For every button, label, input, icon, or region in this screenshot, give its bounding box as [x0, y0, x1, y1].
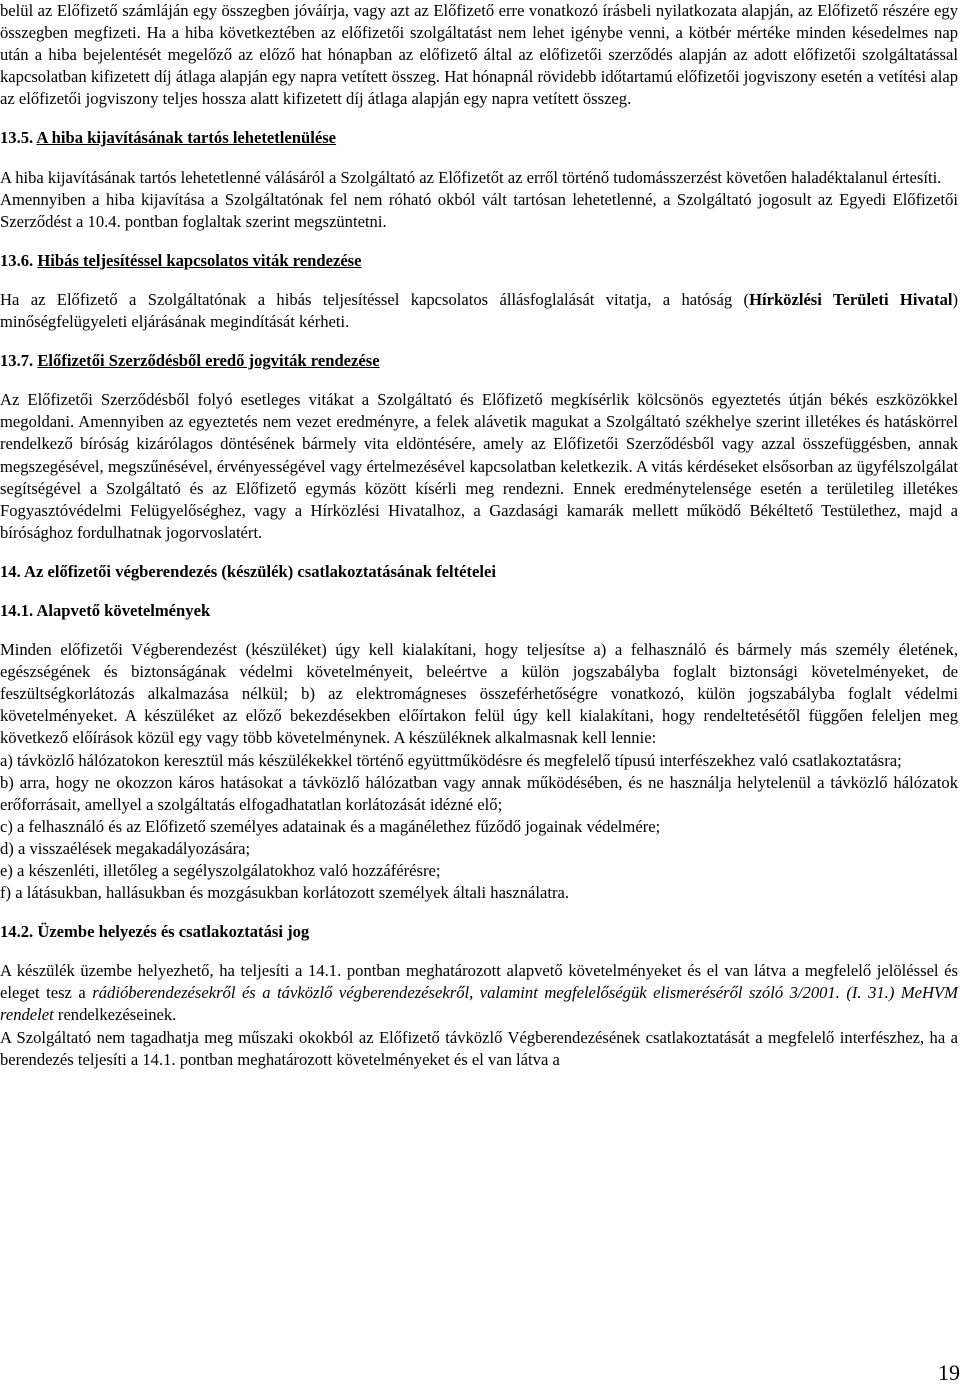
section-title: A hiba kijavításának tartós lehetetlenülése [36, 128, 337, 148]
requirement-item-b: b) arra, hogy ne okozzon káros hatásokat a távközlő hálózatban vagy annak működésében, és ne használja helytelenül a távközlő hálózatok erőforrásait, amellyel a szolgáltatás elfogadhatatlan korlátozását idézné elő; [0, 772, 958, 814]
text-run: Ha az Előfizető a Szolgáltatónak a hibás teljesítéssel kapcsolatos állásfoglalását vitatja, a hatóság ( [0, 289, 750, 309]
section-13-5-heading [0, 127, 958, 149]
section-14-2-paragraph-2: A Szolgáltató nem tagadhatja meg műszaki okokból az Előfizető távközlő Végberendezésének csatlakoztatását a megfelelő interfészhez, ha a berendezés teljesíti a 14.1. pontban meghatározott követelményeket és el van látva a [0, 1027, 958, 1069]
requirement-item-f: f) a látásukban, hallásukban és mozgásukban korlátozott személyek általi használatra. [0, 883, 570, 903]
section-14-heading: 14. Az előfizetői végberendezés (készülék) csatlakoztatásának feltételei [0, 561, 496, 581]
requirement-item-c: c) a felhasználó és az Előfizető személyes adatainak és a magánélethez fűződő jogainak védelmére; [0, 816, 661, 836]
section-number: 13.5. [0, 128, 34, 148]
section-number: 13.7. [0, 351, 34, 371]
section-number: 13.6. [0, 250, 34, 270]
requirement-item-e: e) a készenléti, illetőleg a segélyszolgálatokhoz való hozzáférésre; [0, 861, 441, 880]
text-run: rendelkezéseinek. [53, 1005, 177, 1025]
section-13-6-heading [0, 250, 958, 272]
text-run: A készülék üzembe helyezhető, ha teljesíti a 14.1. pontban meghatározott alapvető követelményeket és el van látva a megfelelő jelöléssel és eleget tesz a [0, 961, 958, 1003]
requirement-item-a: a) távközlő hálózatokon keresztül más készülékekkel történő együttműködésre és megfelelő típusú interfészekhez való csatlakoztatásra; [0, 750, 902, 770]
section-14-2-paragraph-1 [0, 960, 958, 1026]
requirement-item-d: d) a visszaélések megakadályozására; [0, 838, 251, 858]
section-title: Előfizetői Szerződésből eredő jogviták rendezése [37, 351, 380, 371]
page-number: 19 [938, 1360, 960, 1385]
section-14-2-heading: 14.2. Üzembe helyezés és csatlakoztatási jog [0, 922, 310, 942]
section-13-7-paragraph: Az Előfizetői Szerződésből folyó esetleges vitákat a Szolgáltató és Előfizető megkísérlik kölcsönös egyeztetés útján békés eszközökkel megoldani. Amennyiben az egyeztetés nem vezet eredményre, a felek alávetik magukat a Szolgáltató székhelye szerint illetékes és hatáskörrel rendelkező bíróság kizárólagos döntésének bármely vita eldöntésére, amely az Előfizetői Szerződésből vagy azzal összefüggésben, annak megszegésével, megszűnésével, érvényességével vagy értelmezésével kapcsolatban keletkezik. A vitás kérdéseket elsősorban az ügyfélszolgálat segítségével a Szolgáltató és az Előfizető egymás között kísérli meg rendezni. Ennek eredménytelensége esetén a területileg illetékes Fogyasztóvédelmi Felügyelőséghez, vagy a Hírközlési Hivatalhoz, a Gazdasági kamarák mellett működő Békéltető Testülethez, majd a bírósághoz fordulhatnak jogorvoslatért. [0, 390, 958, 542]
regulation-citation: rádióberendezésekről és a távközlő végberendezésekről, valamint megfelelőségük elismeréséről szóló 3/2001. (I. 31.) MeHVM rendelet [0, 983, 958, 1025]
section-13-5-paragraph-2: Amennyiben a hiba kijavítása a Szolgáltatónak fel nem róható okból vált tartósan lehetetlenné, a Szolgáltató jogosult az Egyedi Előfizetői Szerződést a 10.4. pontban foglaltak szerint megszüntetni. [0, 189, 958, 231]
section-13-6-paragraph [0, 289, 958, 333]
intro-paragraph: belül az Előfizető számláján egy összegben jóváírja, vagy azt az Előfizető erre vonatkozó írásbeli nyilatkozata alapján, az Előfizető részére egy összegben megfizeti. Ha a hiba következtében az előfizetői szolgáltatást nem lehet igénybe venni, a kötbér mértéke minden késedelmes nap után a hiba bejelentését megelőző az előző hat hónapban az előfizető által az előfizetői szerződés alapján az adott előfizetői szolgáltatással kapcsolatban kifizetett díj átlaga alapján egy napra vetített összeg. Hat hónapnál rövidebb időtartamú előfizetői jogviszony esetén a vetítési alap az előfizetői jogviszony teljes hossza alatt kifizetett díj átlaga alapján egy napra vetített összeg. [0, 1, 958, 109]
text-run: ) minőségfelügyeleti eljárásának megindítását kérheti. [0, 289, 959, 332]
section-14-1-heading: 14.1. Alapvető követelmények [0, 600, 211, 620]
authority-name: Hírközlési Területi Hivatal [749, 289, 953, 309]
section-13-5-paragraph-1: A hiba kijavításának tartós lehetetlenné válásáról a Szolgáltató az Előfizetőt az erről történő tudomásszerzést követően haladéktalanul értesíti. [0, 167, 942, 187]
section-14-1-paragraph: Minden előfizetői Végberendezést (készüléket) úgy kell kialakítani, hogy teljesítse a) a felhasználó és bármely más személy életének, egészségének és biztonságának védelmi követelményeit, beleértve a külön jogszabályba foglalt biztonsági követelményeket, de feszültségkorlátozás alkalmazása nélkül; b) az elektromágneses összeférhetőségre vonatkozó, külön jogszabályba foglalt védelmi követelményeket. A készüléket az előző bekezdésekben előírtakon felül úgy kell kialakítani, hogy rendeltetésétől függően feleljen meg következő előírások közül egy vagy több követelménynek. A készüléknek alkalmasnak kell lennie: [0, 640, 958, 748]
section-title: Hibás teljesítéssel kapcsolatos viták rendezése [37, 250, 362, 270]
section-13-7-heading [0, 350, 958, 372]
